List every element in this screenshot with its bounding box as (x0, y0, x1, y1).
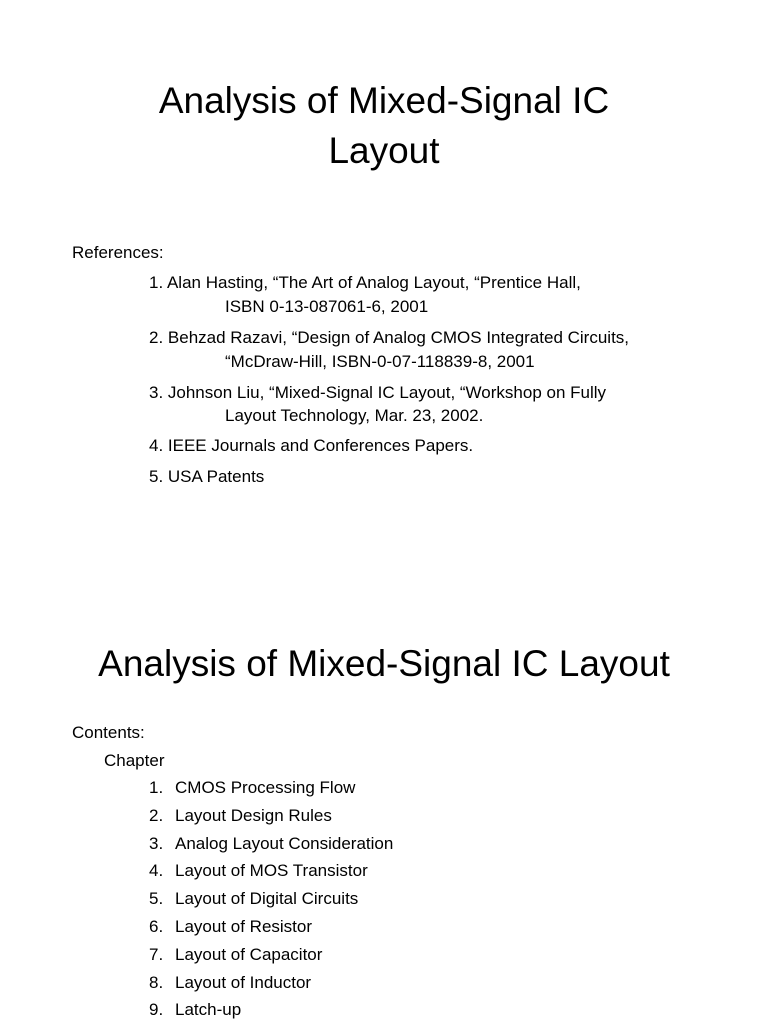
title-line-1: Analysis of Mixed-Signal IC (158, 80, 610, 121)
reference-continuation: ISBN 0-13-087061-6, 2001 (225, 297, 429, 316)
reference-item (149, 326, 629, 374)
chapter-number: 6. (149, 916, 164, 936)
reference-continuation: Layout Technology, Mar. 23, 2002. (225, 406, 484, 425)
chapter-title: Layout of Digital Circuits (175, 889, 359, 909)
chapter-title: Layout of Inductor (175, 972, 312, 992)
references-list (149, 271, 629, 496)
chapter-label: Chapter (104, 751, 165, 770)
reference-text: 2. Behzad Razavi, “Design of Analog CMOS Integrated Circuits, (149, 328, 630, 347)
chapter-title: Latch-up (175, 1000, 242, 1020)
title-line-2: Layout (328, 130, 440, 171)
reference-text: 5. USA Patents (149, 467, 265, 486)
chapter-number: 4. (149, 861, 164, 881)
contents-label: Contents: (72, 723, 145, 742)
chapter-number: 2. (149, 805, 164, 825)
chapter-number: 1. (149, 778, 164, 797)
reference-item (149, 381, 629, 427)
chapter-title: Layout of Capacitor (175, 944, 323, 964)
chapter-number: 5. (149, 889, 164, 909)
reference-item (149, 434, 629, 458)
chapter-item (149, 834, 393, 862)
chapter-title: Layout Design Rules (175, 805, 332, 825)
chapter-item (149, 806, 393, 834)
references-label: References: (72, 243, 164, 262)
chapter-item (149, 917, 393, 945)
reference-item (149, 271, 629, 319)
chapter-number: 7. (149, 944, 164, 964)
chapter-item (149, 861, 393, 889)
slide-title: Analysis of Mixed-Signal IC Layout (98, 643, 670, 684)
slide-contents (0, 560, 768, 1024)
chapter-item (149, 889, 393, 917)
reference-item (149, 465, 629, 489)
chapter-title: Layout of Resistor (175, 916, 313, 936)
chapter-number: 8. (149, 972, 164, 992)
slide-title (0, 76, 768, 176)
reference-text: 1. Alan Hasting, “The Art of Analog Layout, “Prentice Hall, (149, 273, 581, 292)
chapter-title: Analog Layout Consideration (175, 833, 394, 853)
reference-continuation: “McDraw-Hill, ISBN-0-07-118839-8, 2001 (225, 352, 535, 371)
chapter-number: 3. (149, 833, 164, 853)
chapter-item (149, 973, 393, 1001)
chapter-number: 9. (149, 1000, 164, 1020)
reference-text: 4. IEEE Journals and Conferences Papers. (149, 436, 474, 455)
reference-text: 3. Johnson Liu, “Mixed-Signal IC Layout, “Workshop on Fully (149, 383, 607, 402)
chapter-item (149, 778, 393, 806)
chapter-item (149, 945, 393, 973)
chapter-title: CMOS Processing Flow (175, 778, 356, 797)
chapter-list (149, 778, 393, 1028)
chapter-title: Layout of MOS Transistor (175, 861, 368, 881)
